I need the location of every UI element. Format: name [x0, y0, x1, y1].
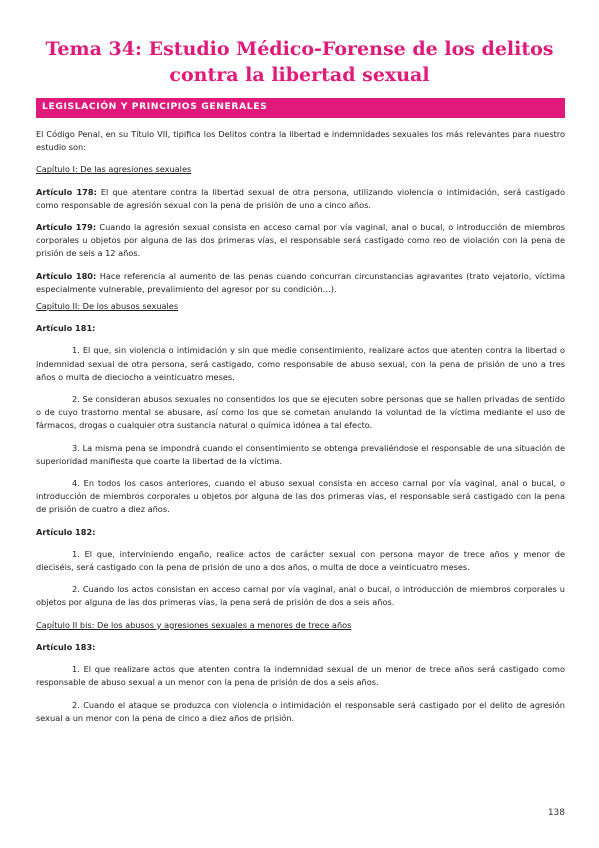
article-label: Artículo 183: [36, 641, 96, 652]
article-text: Cuando la agresión sexual consista en acceso carnal por vía vaginal, anal o bucal, o introducción de miembros corporales u objetos por alguna de las dos primeras vías, el responsable será castigado como reo de violación con la pena de prisión de seis a 12 años. [36, 222, 565, 259]
article-label: Artículo 182: [36, 526, 96, 537]
article-text: El que atentare contra la libertad sexual de otra persona, utilizando violencia o intimidación, será castigado como responsable de agresión sexual con la pena de prisión de uno a cinco años. [36, 186, 565, 210]
article-paragraph: 2. Cuando los actos consistan en acceso carnal por vía vaginal, anal o bucal, o introducción de miembros corporales u objetos por alguna de las dos primeras vías, la pena será de prisión de dos a seis años. [36, 584, 565, 608]
article-paragraph: 3. La misma pena se impondrá cuando el consentimiento se obtenga prevaliéndose el responsable de una situación de superioridad manifiesta que coarte la libertad de la víctima. [36, 442, 565, 466]
article-label: Artículo 181: [36, 323, 96, 334]
article-paragraph: 4. En todos los casos anteriores, cuando el abuso sexual consista en acceso carnal por vía vaginal, anal o bucal, o introducción de miembros corporales u objetos por alguna de las dos primeras vías, el responsable será castigado con la pena de prisión de cuatro a diez años. [36, 478, 565, 515]
article-180 [36, 270, 565, 296]
title-line-2: contra la libertad sexual [169, 64, 430, 86]
article-label: Artículo 178: [36, 186, 97, 197]
article-label: Artículo 180: [36, 270, 97, 281]
section-banner [36, 98, 565, 118]
chapter-heading: Capítulo II: De los abusos sexuales [36, 301, 179, 312]
article-paragraph: 1. El que, sin violencia o intimidación y sin que medie consentimiento, realizare actos que atenten contra la libertad o indemnidad sexual de otra persona, será castigado, como responsable de abuso sexual, con la pena de prisión de uno a tres años o multa de dieciocho a veinticuatro meses. [36, 345, 565, 382]
chapter-heading: Capítulo II bis: De los abusos y agresiones sexuales a menores de trece años [36, 619, 352, 630]
chapter-heading: Capítulo I: De las agresiones sexuales [36, 164, 192, 175]
section-banner-label: LEGISLACIÓN Y PRINCIPIOS GENERALES [42, 101, 268, 112]
article-paragraph: 2. Cuando el ataque se produzca con violencia o intimidación el responsable será castigado por el delito de agresión sexual a un menor con la pena de cinco a diez años de prisión. [36, 699, 565, 723]
page-title [36, 36, 563, 88]
article-paragraph: 1. El que, interviniendo engaño, realice actos de carácter sexual con persona mayor de trece años y menor de dieciséis, será castigado con la pena de prisión de uno a dos años, o multa de doce a veinticuatro meses. [36, 548, 565, 573]
article-179 [36, 221, 565, 261]
article-text: Hace referencia al aumento de las penas cuando concurran circunstancias agravantes (trato vejatorio, víctima especialmente vulnerable, prevalimiento del agresor por su condición…). [36, 270, 565, 294]
page-number: 138 [547, 808, 565, 818]
article-178 [36, 186, 565, 212]
article-paragraph: 1. El que realizare actos que atenten contra la indemnidad sexual de un menor de trece años será castigado como responsable de abuso sexual a un menor con la pena de prisión de dos a seis años. [36, 664, 565, 688]
article-paragraph: 2. Se consideran abusos sexuales no consentidos los que se ejecuten sobre personas que se hallen privadas de sentido o de cuyo trastorno mental se abusare, así como los que se cometan anulando la voluntad de la víctima mediante el uso de fármacos, drogas o cualquier otra sustancia natural o química idónea a tal efecto. [36, 394, 565, 431]
title-line-1: Tema 34: Estudio Médico-Forense de los delitos [45, 38, 554, 60]
intro-paragraph: El Código Penal, en su Título VII, tipifica los Delitos contra la libertad e indemnidades sexuales los más relevantes para nuestro estudio son: [36, 129, 565, 153]
article-label: Artículo 179: [36, 222, 97, 233]
document-body [36, 128, 565, 734]
